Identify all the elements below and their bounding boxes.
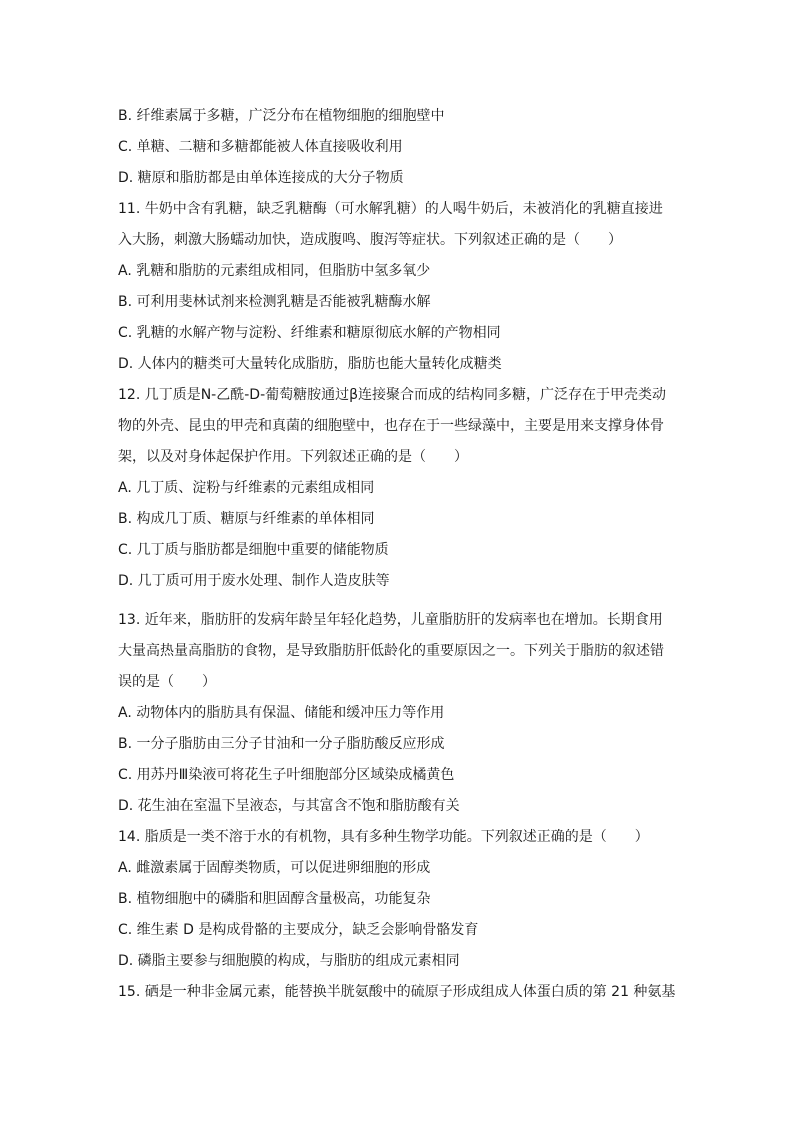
q11-stem-line-1: 11. 牛奶中含有乳糖，缺乏乳糖酶（可水解乳糖）的人喝牛奶后，未被消化的乳糖直接进 xyxy=(118,201,663,217)
section-gap xyxy=(118,597,676,605)
q12-option-d: D. 几丁质可用于废水处理、制作人造皮肤等 xyxy=(118,573,390,589)
q11-stem-line-2: 入大肠，刺激大肠蠕动加快，造成腹鸣、腹泻等症状。下列叙述正确的是（ ） xyxy=(118,232,622,248)
q15-stem-line-1: 15. 硒是一种非金属元素，能替换半胱氨酸中的硫原子形成组成人体蛋白质的第 21 种氨基 xyxy=(118,984,676,1000)
q14-option-a: A. 雌激素属于固醇类物质，可以促进卵细胞的形成 xyxy=(118,860,431,876)
q14-option-d: D. 磷脂主要参与细胞膜的构成，与脂肪的组成元素相同 xyxy=(118,953,460,969)
q12-option-a: A. 几丁质、淀粉与纤维素的元素组成相同 xyxy=(118,480,375,496)
q14-option-b: B. 植物细胞中的磷脂和胆固醇含量极高，功能复杂 xyxy=(118,891,431,907)
q10-option-d: D. 糖原和脂肪都是由单体连接成的大分子物质 xyxy=(118,170,404,186)
q13-option-a: A. 动物体内的脂肪具有保温、储能和缓冲压力等作用 xyxy=(118,705,445,721)
q11-option-c: C. 乳糖的水解产物与淀粉、纤维素和糖原彻底水解的产物相同 xyxy=(118,325,501,341)
q12-option-b: B. 构成几丁质、糖原与纤维素的单体相同 xyxy=(118,511,375,527)
q13-option-d: D. 花生油在室温下呈液态，与其富含不饱和脂肪酸有关 xyxy=(118,798,460,814)
q12-option-c: C. 几丁质与脂肪都是细胞中重要的储能物质 xyxy=(118,542,389,558)
q13-stem-line-3: 误的是（ ） xyxy=(118,674,216,690)
q14-option-c: C. 维生素 D 是构成骨骼的主要成分，缺乏会影响骨骼发育 xyxy=(118,922,479,938)
q10-option-b: B. 纤维素属于多糖，广泛分布在植物细胞的细胞壁中 xyxy=(118,108,445,124)
q14-stem: 14. 脂质是一类不溶于水的有机物，具有多种生物学功能。下列叙述正确的是（ ） xyxy=(118,829,649,845)
q10-option-c: C. 单糖、二糖和多糖都能被人体直接吸收利用 xyxy=(118,139,403,155)
q11-option-d: D. 人体内的糖类可大量转化成脂肪，脂肪也能大量转化成糖类 xyxy=(118,356,502,372)
q13-stem-line-1: 13. 近年来，脂肪肝的发病年龄呈年轻化趋势，儿童脂肪肝的发病率也在增加。长期食用 xyxy=(118,612,663,628)
q12-stem-line-3: 架，以及对身体起保护作用。下列叙述正确的是（ ） xyxy=(118,449,468,465)
q13-option-c: C. 用苏丹Ⅲ染液可将花生子叶细胞部分区域染成橘黄色 xyxy=(118,767,455,783)
q13-option-b: B. 一分子脂肪由三分子甘油和一分子脂肪酸反应形成 xyxy=(118,736,445,752)
q12-stem-line-2: 物的外壳、昆虫的甲壳和真菌的细胞壁中，也存在于一些绿藻中，主要是用来支撑身体骨 xyxy=(118,418,664,434)
q13-stem-line-2: 大量高热量高脂肪的食物，是导致脂肪肝低龄化的重要原因之一。下列关于脂肪的叙述错 xyxy=(118,643,664,659)
q11-option-b: B. 可利用斐林试剂来检测乳糖是否能被乳糖酶水解 xyxy=(118,294,431,310)
q11-option-a: A. 乳糖和脂肪的元素组成相同，但脂肪中氢多氧少 xyxy=(118,263,431,279)
q12-stem-line-1: 12. 几丁质是N-乙酰-D-葡萄糖胺通过β连接聚合而成的结构同多糖，广泛存在于甲壳类动 xyxy=(118,387,667,403)
